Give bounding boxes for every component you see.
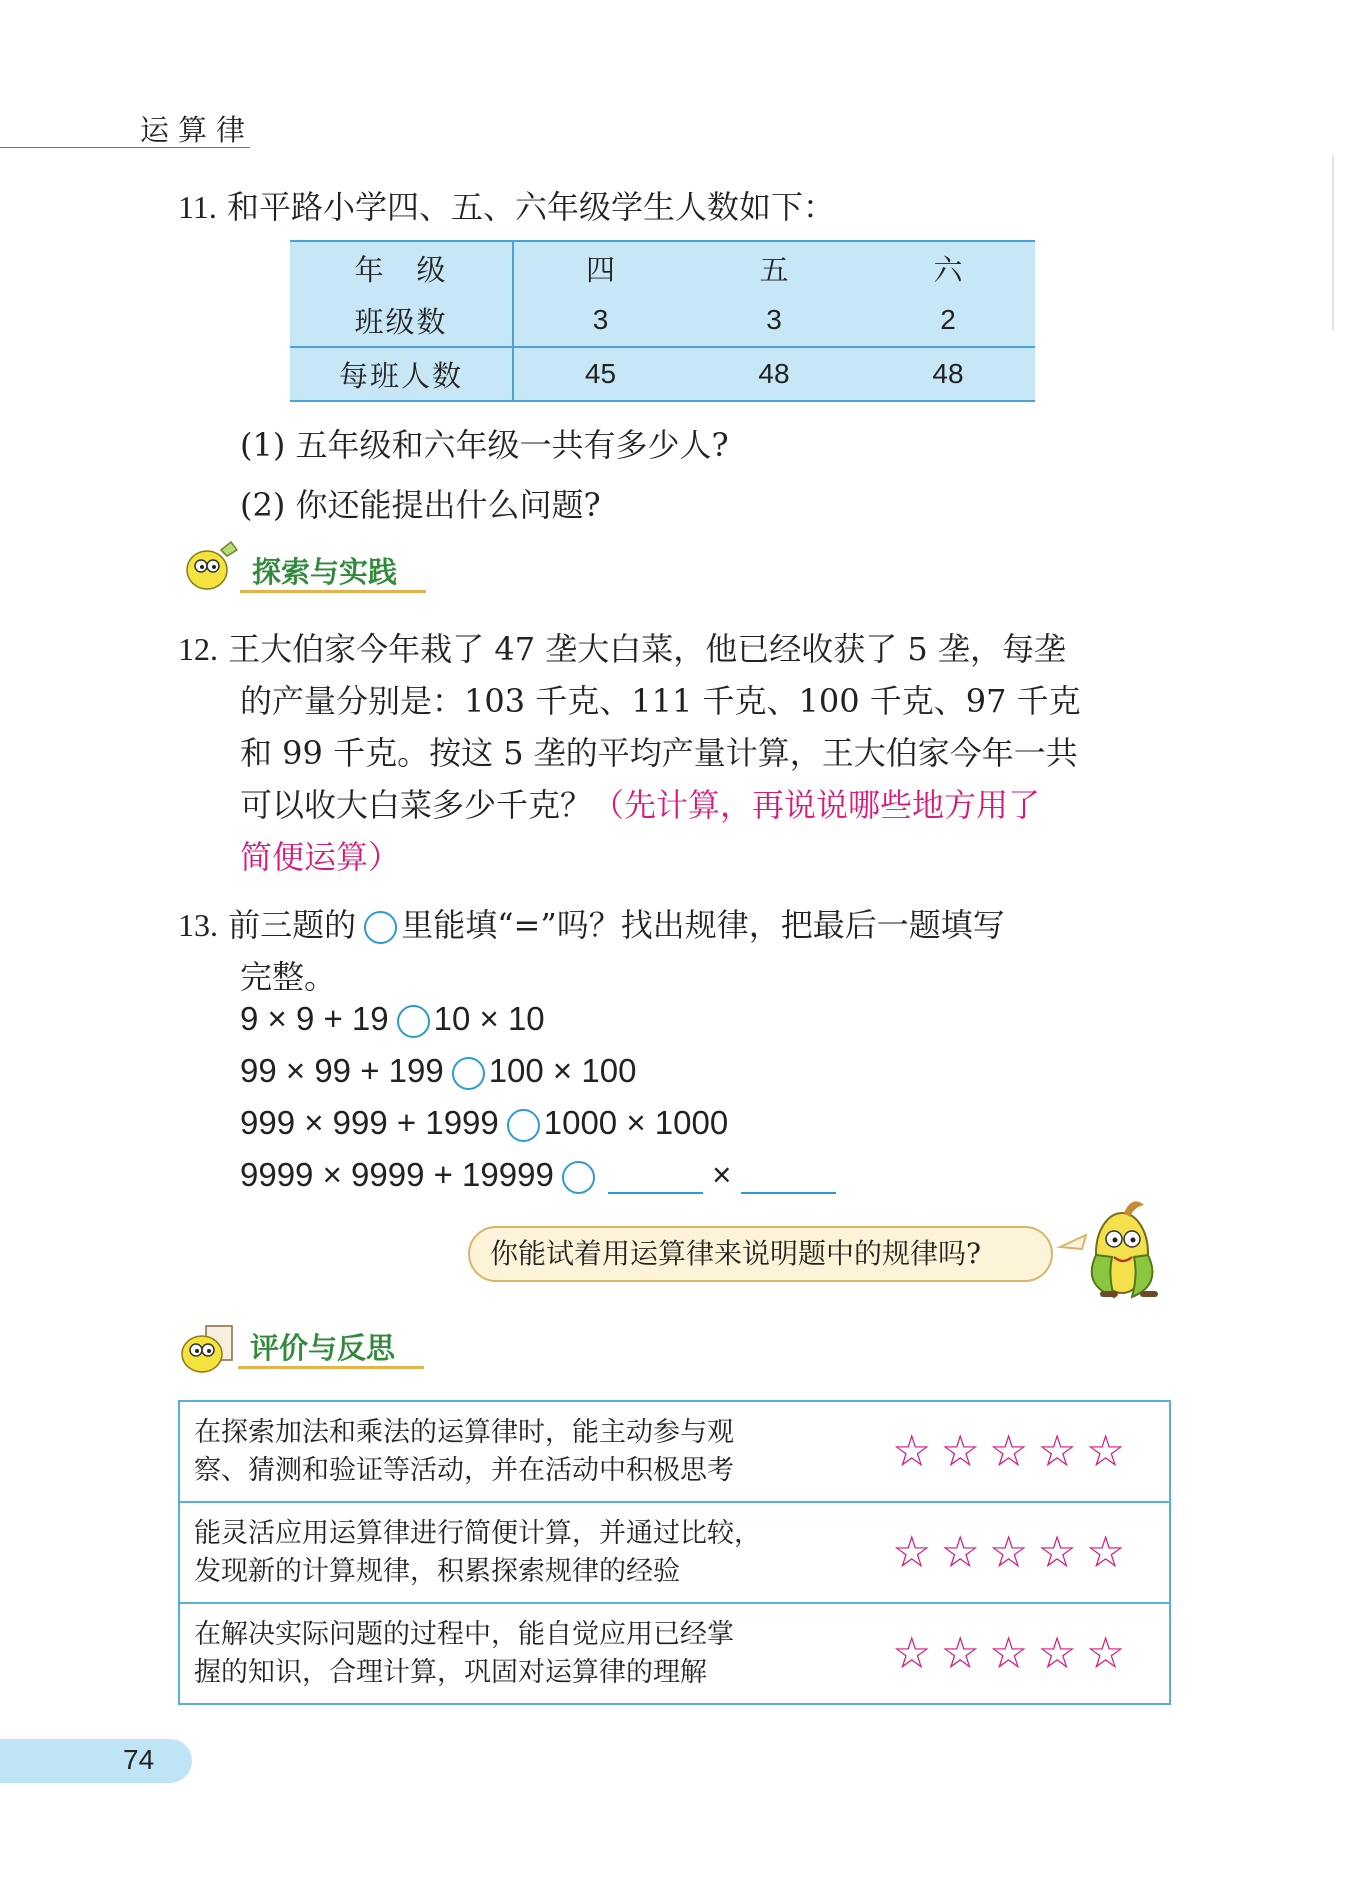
table-cell: 48 (687, 347, 861, 401)
q13-line-1 (178, 900, 1005, 946)
mascot-icon (178, 1322, 238, 1374)
star-icon[interactable]: ☆ (988, 1628, 1029, 1679)
q13-number: 13. (178, 907, 218, 943)
q12-hint: （先计算，再说说哪些地方用了 (592, 786, 1041, 824)
compare-circle[interactable] (562, 1161, 595, 1194)
q12-text: 可以收大白菜多少千克？ (240, 786, 593, 824)
section-title-explore: 探索与实践 (252, 555, 398, 589)
criterion-line: 握的知识，合理计算，巩固对运算律的理解 (194, 1656, 707, 1688)
header-rule (0, 147, 250, 148)
table-row (290, 347, 1035, 401)
table-row (179, 1603, 1170, 1704)
q13-text: 里能填“=”吗？找出规律，把最后一题填写 (401, 906, 1005, 944)
section-title-reflect: 评价与反思 (250, 1331, 396, 1365)
star-rating[interactable] (874, 1401, 1170, 1502)
evaluation-criterion (179, 1603, 874, 1704)
star-icon[interactable]: ☆ (892, 1527, 932, 1578)
table-cell: 48 (861, 347, 1035, 401)
answer-blank[interactable] (608, 1162, 703, 1194)
grade-table (290, 240, 1035, 402)
star-icon[interactable]: ☆ (940, 1527, 980, 1578)
q12-number: 12. (178, 631, 218, 667)
q12-text: 王大伯家今年栽了 47 垄大白菜，他已经收获了 5 垄，每垄 (228, 630, 1066, 668)
equation-row (240, 1000, 545, 1038)
table-cell: 3 (592, 304, 609, 335)
criterion-line: 在解决实际问题的过程中，能自觉应用已经掌 (194, 1618, 734, 1650)
q12-line-3: 和 99 千克。按这 5 垄的平均产量计算，王大伯家今年一共 (240, 734, 1078, 772)
star-icon[interactable]: ☆ (988, 1527, 1029, 1578)
criterion-line: 能灵活应用运算律进行简便计算，并通过比较， (194, 1517, 761, 1549)
q12-line-1 (178, 624, 1066, 670)
evaluation-criterion (179, 1502, 874, 1603)
q12-line-2: 的产量分别是：103 千克、111 千克、100 千克、97 千克 (240, 682, 1081, 720)
hint-bubble: 你能试着用运算律来说明题中的规律吗? (468, 1226, 1053, 1282)
q11-subquestion-2: (2) 你还能提出什么问题? (240, 486, 601, 524)
page-number-tab (0, 1739, 192, 1783)
star-icon[interactable]: ☆ (1085, 1527, 1126, 1578)
star-icon[interactable]: ☆ (892, 1628, 932, 1679)
table-header-cell: 五 (687, 241, 861, 294)
star-rating[interactable] (874, 1603, 1170, 1704)
star-icon[interactable]: ☆ (1037, 1426, 1077, 1477)
equation-right: 10 × 10 (433, 1000, 545, 1037)
self-evaluation-table (178, 1400, 1171, 1705)
star-icon[interactable]: ☆ (1037, 1527, 1077, 1578)
section-underline (238, 1366, 424, 1369)
q11-prompt (178, 182, 835, 228)
q13-text: 前三题的 (228, 906, 357, 944)
criterion-line: 察、猜测和验证等活动，并在活动中积极思考 (194, 1454, 734, 1486)
page-number: 74 (123, 1744, 155, 1775)
equation-left: 99 × 99 + 199 (240, 1052, 444, 1089)
q13-line-2: 完整。 (240, 958, 337, 996)
table-row (179, 1502, 1170, 1603)
table-cell: 3 (766, 304, 782, 335)
evaluation-criterion (179, 1401, 874, 1502)
table-row-label: 班级数 (290, 294, 513, 347)
table-header-cell: 四 (513, 241, 687, 294)
circle-blank-icon (364, 911, 397, 944)
equation-left: 999 × 999 + 1999 (240, 1104, 499, 1141)
mascot-icon (183, 540, 243, 592)
star-rating[interactable] (874, 1502, 1170, 1603)
equation-left: 9 × 9 + 19 (240, 1000, 389, 1037)
equation-right: 1000 × 1000 (543, 1104, 729, 1141)
q11-subquestion-1: (1) 五年级和六年级一共有多少人? (240, 426, 729, 464)
q11-number: 11. (178, 189, 217, 225)
star-icon[interactable]: ☆ (940, 1628, 980, 1679)
q12-line-4 (240, 780, 1040, 826)
equation-row (240, 1104, 728, 1142)
table-cell: 2 (940, 304, 956, 335)
equation-row (240, 1052, 636, 1090)
table-cell: 45 (513, 347, 687, 401)
table-header-cell: 六 (861, 241, 1035, 294)
star-icon[interactable]: ☆ (1085, 1426, 1126, 1477)
star-icon[interactable]: ☆ (1085, 1628, 1126, 1679)
compare-circle[interactable] (507, 1109, 540, 1142)
page-edge-mark (1332, 155, 1334, 330)
table-header-cell: 年 级 (290, 241, 513, 294)
equation-left: 9999 × 9999 + 19999 (240, 1156, 554, 1193)
criterion-line: 发现新的计算规律，积累探索规律的经验 (194, 1555, 680, 1587)
equation-right: 100 × 100 (488, 1052, 637, 1089)
compare-circle[interactable] (397, 1005, 430, 1038)
corn-mascot-icon (1052, 1195, 1172, 1305)
chapter-title: 运算律 (140, 113, 255, 147)
star-icon[interactable]: ☆ (940, 1426, 980, 1477)
table-row-label: 每班人数 (290, 347, 513, 401)
q12-hint-end: 简便运算） (240, 838, 401, 876)
q11-text: 和平路小学四、五、六年级学生人数如下： (226, 188, 835, 226)
answer-blank[interactable] (741, 1162, 836, 1194)
criterion-line: 在探索加法和乘法的运算律时，能主动参与观 (194, 1416, 734, 1448)
section-underline (240, 590, 426, 593)
table-row (179, 1401, 1170, 1502)
star-icon[interactable]: ☆ (988, 1426, 1029, 1477)
star-icon[interactable]: ☆ (1037, 1628, 1077, 1679)
table-header-row (290, 241, 1035, 294)
star-icon[interactable]: ☆ (892, 1426, 932, 1477)
table-row (290, 294, 1035, 347)
equation-row (240, 1156, 836, 1194)
compare-circle[interactable] (452, 1057, 485, 1090)
equation-right: × (712, 1156, 732, 1193)
